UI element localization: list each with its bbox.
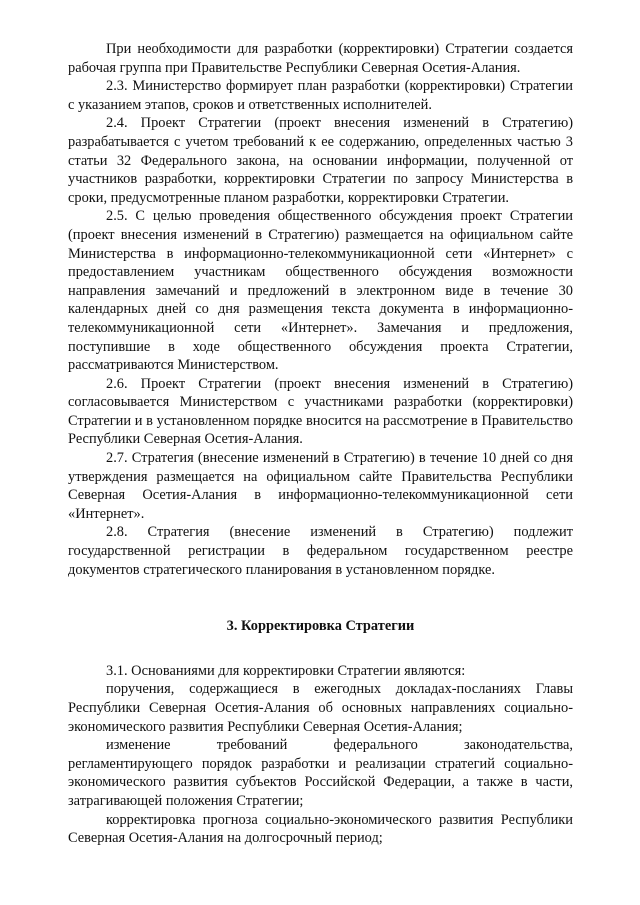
section-3-heading: 3. Корректировка Стратегии [226,618,415,635]
paragraph-3-1: 3.1. Основаниями для корректировки Стратегии являются: [106,662,466,679]
paragraph-2-4: 2.4. Проект Стратегии (проект внесения изменений в Стратегию) разрабатывается с учетом требований к ее содержанию, определенных частью 3 статьи 32 Федерального закона, на основании информации, полученной от участников разработки, корректировки Стратегии по запросу Министерства в сроки, предусмотренные планом разработки, корректировки Стратегии. [68,115,573,206]
document-page [68,40,573,848]
paragraph-2-6: 2.6. Проект Стратегии (проект внесения изменений в Стратегию) согласовывается Министерством с участниками разработки (корректировки) Стратегии и в установленном порядке вносится на рассмотрение в Правительство Республики Северная Осетия-Алания. [68,375,573,448]
paragraph-2-5: 2.5. С целью проведения общественного обсуждения проект Стратегии (проект внесения изменений в Стратегию) размещается на официальном сайте Министерства в информационно-телекоммуникационной сети «Интернет» с предоставлением участникам общественного обсуждения возможности направления замечаний и предложений в электронном виде в течение 30 календарных дней со дня размещения текста документа в информационно-телекоммуникационной сети «Интернет». Замечания и предложения, поступившие в ходе общественного обсуждения проекта Стратегии, рассматриваются Министерством. [68,208,573,374]
paragraph-2-3: 2.3. Министерство формирует план разработки (корректировки) Стратегии с указанием этапов, сроков и ответственных исполнителей. [68,78,573,113]
list-item-legislation-change: изменение требований федерального законодательства, регламентирующего порядок разработки и реализации стратегий социально-экономического развития субъектов Российской Федерации, а также в части, затрагивающей положения Стратегии; [68,737,573,809]
list-item-instructions: поручения, содержащиеся в ежегодных докладах-посланиях Главы Республики Северная Осетия-Алания об основных направлениях социально-экономического развития Республики Северная Осетия-Алания; [68,681,573,735]
paragraph-2-8: 2.8. Стратегия (внесение изменений в Стратегию) подлежит государственной регистрации в федеральном государственном реестре документов стратегического планирования в установленном порядке. [68,524,573,578]
list-item-forecast-adjustment: корректировка прогноза социально-экономического развития Республики Северная Осетия-Алания на долгосрочный период; [68,811,573,847]
paragraph-working-group: При необходимости для разработки (корректировки) Стратегии создается рабочая группа при Правительстве Республики Северная Осетия-Алания. [68,41,573,76]
paragraph-2-7: 2.7. Стратегия (внесение изменений в Стратегию) в течение 10 дней со дня утверждения размещается на официальном сайте Правительства Республики Северная Осетия-Алания в информационно-телекоммуникационной сети «Интернет». [68,450,573,522]
